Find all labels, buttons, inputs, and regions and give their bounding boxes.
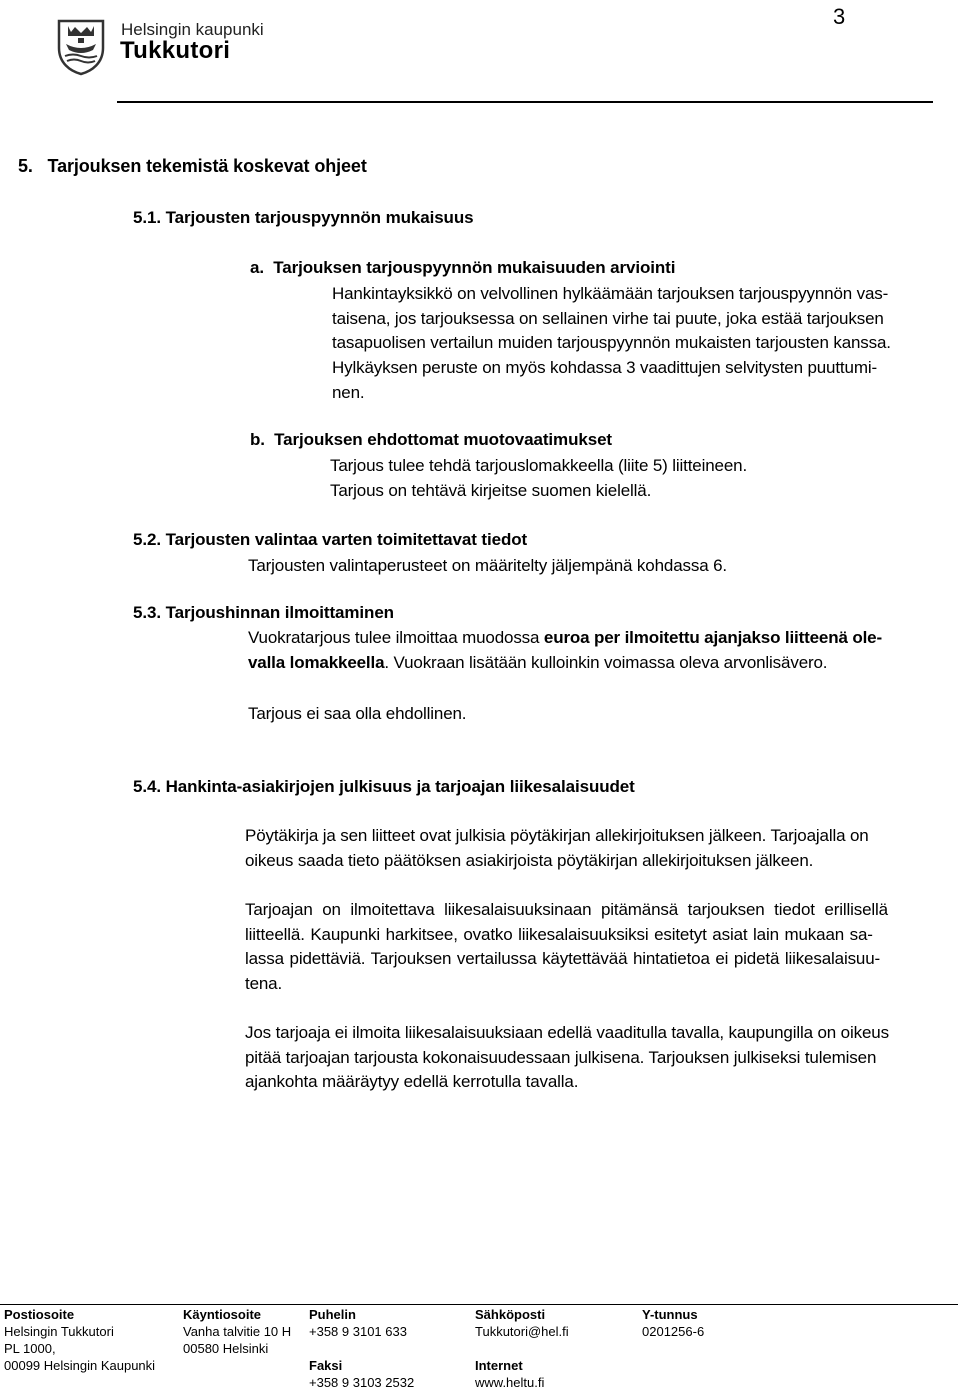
helsinki-crest-logo bbox=[56, 18, 106, 76]
org-unit: Tukkutori bbox=[120, 37, 231, 64]
paragraph bbox=[245, 824, 910, 873]
footer-value: 00099 Helsingin Kaupunki bbox=[4, 1358, 156, 1373]
emphasis: valla lomakkeella bbox=[248, 652, 385, 672]
item-b-title: b. Tarjouksen ehdottomat muotovaatimukset bbox=[250, 430, 612, 449]
item-a-body bbox=[332, 282, 932, 406]
header-divider bbox=[117, 101, 933, 103]
subsection-5-1-title: 5.1. Tarjousten tarjouspyynnön mukaisuus bbox=[133, 208, 474, 227]
text-line: Hankintayksikkö on velvollinen hylkäämään tarjouksen tarjouspyynnön vas- bbox=[332, 284, 889, 303]
paragraph bbox=[245, 1021, 930, 1095]
footer-value: Vanha talvitie 10 H bbox=[183, 1324, 292, 1339]
footer-value: +358 9 3103 2532 bbox=[309, 1375, 415, 1390]
paragraph bbox=[245, 898, 920, 997]
subsection-5-3-title: 5.3. Tarjoushinnan ilmoittaminen bbox=[133, 603, 394, 622]
text-line: oikeus saada tieto päätöksen asiakirjoista pöytäkirjan allekirjoituksen jälkeen. bbox=[245, 850, 814, 870]
footer-divider bbox=[0, 1304, 958, 1305]
text-line bbox=[248, 651, 928, 676]
subsection-5-3-note: Tarjous ei saa olla ehdollinen. bbox=[248, 704, 467, 723]
footer-value: +358 9 3101 633 bbox=[309, 1324, 407, 1339]
footer-label: Postiosoite bbox=[4, 1307, 75, 1322]
footer-postal bbox=[4, 1306, 155, 1374]
footer-business-id bbox=[642, 1306, 704, 1340]
footer-label: Y-tunnus bbox=[642, 1307, 698, 1322]
page-number: 3 bbox=[833, 4, 846, 29]
text-line: pitää tarjoajan tarjousta kokonaisuudessaan julkisena. Tarjouksen julkiseksi tulemisen bbox=[245, 1047, 877, 1067]
footer-value: PL 1000, bbox=[4, 1341, 56, 1356]
text-line: Jos tarjoaja ei ilmoita liikesalaisuuksiaan edellä vaaditulla tavalla, kaupungilla on oikeus bbox=[245, 1023, 889, 1042]
text-line bbox=[248, 626, 928, 651]
text-line: Pöytäkirja ja sen liitteet ovat julkisia pöytäkirjan allekirjoituksen jälkeen. Tarjoajalla on bbox=[245, 826, 869, 845]
text-line: Tarjous on tehtävä kirjeitse suomen kielellä. bbox=[330, 480, 652, 500]
text-line: Tarjoajan on ilmoitettava liikesalaisuuksinaan pitämänsä tarjouksen tiedot erillisellä bbox=[245, 900, 888, 919]
text-line: ajankohta määräytyy edellä kerrotulla tavalla. bbox=[245, 1072, 579, 1092]
text-line: tena. bbox=[245, 974, 283, 994]
item-b-body bbox=[330, 454, 930, 503]
footer-value: Helsingin Tukkutori bbox=[4, 1324, 114, 1339]
text-line: nen. bbox=[332, 382, 365, 402]
footer-value: 0201256-6 bbox=[642, 1324, 705, 1339]
footer-visit bbox=[183, 1306, 291, 1357]
item-a-title: a. Tarjouksen tarjouspyynnön mukaisuuden arviointi bbox=[250, 258, 676, 277]
emphasis: euroa per ilmoitettu ajanjakso liitteenä ole- bbox=[543, 628, 882, 647]
text-line: lassa pidettäviä. Tarjouksen vertailussa käytettävää hintatietoa ei pidetä liikesalaisuu- bbox=[245, 949, 881, 969]
text-line: tasapuolisen vertailun muiden tarjouspyynnön mukaisten tarjousten kanssa. bbox=[332, 333, 891, 353]
text-line: Tarjous tulee tehdä tarjouslomakkeella (liite 5) liitteineen. bbox=[330, 456, 748, 475]
footer-label: Internet bbox=[475, 1358, 523, 1373]
subsection-5-4-title: 5.4. Hankinta-asiakirjojen julkisuus ja tarjoajan liikesalaisuudet bbox=[133, 777, 635, 796]
footer-label: Sähköposti bbox=[475, 1307, 546, 1322]
text-line: liitteellä. Kaupunki harkitsee, ovatko liikesalaisuuksiksi esitetyt asiat lain mukaan sa- bbox=[245, 924, 873, 944]
footer-value: 00580 Helsinki bbox=[183, 1341, 269, 1356]
subsection-5-3-body bbox=[248, 626, 928, 675]
footer-phone bbox=[309, 1306, 414, 1391]
text-span: . Vuokraan lisätään kulloinkin voimassa oleva arvonlisävero. bbox=[384, 652, 828, 672]
email-link[interactable]: Tukkutori@hel.fi bbox=[475, 1324, 569, 1339]
subsection-5-2-body: Tarjousten valintaperusteet on määritelty jäljempänä kohdassa 6. bbox=[248, 556, 727, 575]
text-line: taisena, jos tarjouksessa on sellainen virhe tai puute, joka estää tarjouksen bbox=[332, 308, 884, 328]
section-title: 5. Tarjouksen tekemistä koskevat ohjeet bbox=[18, 156, 367, 176]
subsection-5-2-title: 5.2. Tarjousten valintaa varten toimitettavat tiedot bbox=[133, 530, 528, 549]
footer-label: Faksi bbox=[309, 1358, 343, 1373]
text-line: Hylkäyksen peruste on myös kohdassa 3 vaadittujen selvitysten puuttumi- bbox=[332, 358, 877, 378]
footer-label: Käyntiosoite bbox=[183, 1307, 262, 1322]
footer-email bbox=[475, 1306, 569, 1391]
text-span: Vuokratarjous tulee ilmoittaa muodossa bbox=[248, 628, 544, 647]
website-link[interactable]: www.heltu.fi bbox=[475, 1375, 545, 1390]
org-name: Helsingin kaupunki bbox=[121, 20, 264, 39]
footer-label: Puhelin bbox=[309, 1307, 356, 1322]
